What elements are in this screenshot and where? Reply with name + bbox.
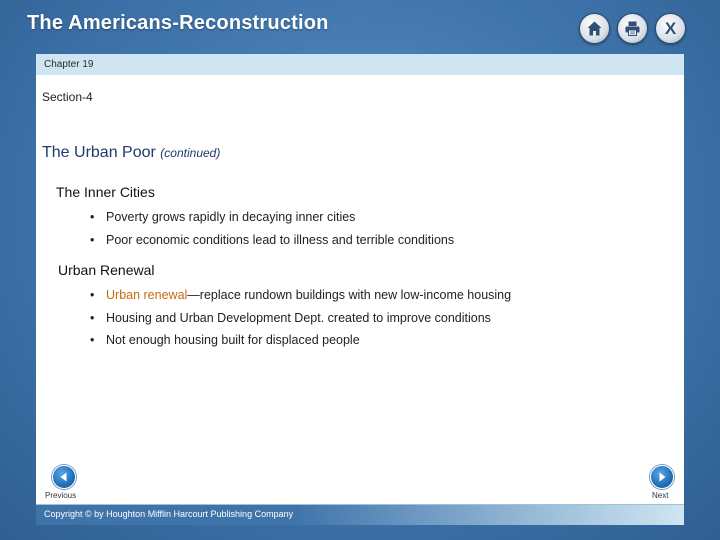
bullet-marker: • [90, 210, 95, 224]
bullet-text: Poverty grows rapidly in decaying inner cities [106, 210, 356, 224]
close-button[interactable] [655, 13, 686, 44]
topic-heading-inner-cities: The Inner Cities [56, 184, 155, 200]
bullet-item [90, 329, 511, 352]
next-label[interactable]: Next [652, 491, 669, 500]
bullet-item [90, 206, 454, 229]
close-icon: X [664, 18, 677, 38]
bullet-marker: • [90, 333, 95, 347]
bullet-item [90, 307, 511, 330]
section-label: Section-4 [42, 90, 93, 104]
bullet-list-urban-renewal [90, 284, 511, 352]
print-icon [624, 20, 641, 37]
bullet-text: —replace rundown buildings with new low-income housing [187, 288, 512, 302]
bullet-list-inner-cities [90, 206, 454, 251]
highlighted-term: Urban renewal [106, 288, 188, 302]
previous-label[interactable]: Previous [45, 491, 77, 500]
app-title: The Americans-Reconstruction [27, 12, 329, 34]
top-navigation [579, 13, 686, 44]
bullet-marker: • [90, 288, 95, 302]
arrow-left-icon [58, 471, 70, 483]
topic-heading-urban-renewal: Urban Renewal [58, 262, 155, 278]
bullet-text: Not enough housing built for displaced people [106, 333, 360, 347]
bullet-item [90, 229, 454, 252]
bullet-item [90, 284, 511, 307]
slide-title-suffix: (continued) [160, 146, 221, 160]
bullet-text: Poor economic conditions lead to illness and terrible conditions [106, 232, 455, 247]
slide-content [36, 54, 684, 504]
chapter-label: Chapter 19 [36, 54, 684, 75]
footer [36, 504, 684, 525]
home-icon [586, 20, 603, 37]
copyright-text: Copyright © by Houghton Mifflin Harcourt Publishing Company [44, 509, 294, 519]
slide-title [42, 144, 220, 162]
bullet-marker: • [90, 310, 95, 325]
home-button[interactable] [579, 13, 610, 44]
arrow-right-icon [656, 471, 668, 483]
bullet-text: Housing and Urban Development Dept. created to improve conditions [106, 310, 491, 325]
print-button[interactable] [617, 13, 648, 44]
bullet-marker: • [90, 232, 95, 247]
slide-title-text: The Urban Poor [42, 144, 156, 161]
next-button[interactable] [650, 465, 674, 489]
previous-button[interactable] [52, 465, 76, 489]
